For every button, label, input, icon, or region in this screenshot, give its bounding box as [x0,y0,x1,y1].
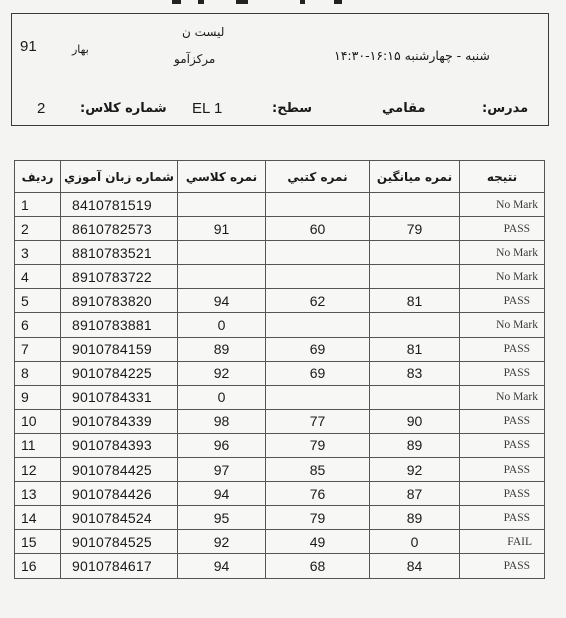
student-id-cell: 9010784525 [61,530,178,554]
table-row [15,554,545,578]
written-grade-cell: 69 [266,361,370,385]
table-row [15,506,545,530]
row-number-cell: 15 [15,530,61,554]
row-number-cell: 1 [15,193,61,217]
result-cell: No Mark [460,241,545,265]
student-id-cell: 9010784524 [61,506,178,530]
result-cell: No Mark [460,265,545,289]
class-grade-cell: 95 [178,506,266,530]
student-id-cell: 8410781519 [61,193,178,217]
average-grade-cell: 92 [370,458,460,482]
table-body [15,193,545,579]
row-number-cell: 7 [15,337,61,361]
col-header-written-grade: نمره كتبي [266,161,370,193]
class-grade-cell [178,193,266,217]
result-cell: PASS [460,217,545,241]
written-grade-cell [266,265,370,289]
teacher-label: مدرس: [482,101,529,116]
student-id-cell: 8910783820 [61,289,178,313]
average-grade-cell [370,313,460,337]
row-number-cell: 13 [15,482,61,506]
class-grade-cell: 97 [178,458,266,482]
level-label: سطح: [272,101,313,116]
row-number-cell: 8 [15,361,61,385]
result-cell: PASS [460,458,545,482]
center-name: مركزآمو [174,52,216,66]
written-grade-cell [266,385,370,409]
row-number-cell: 5 [15,289,61,313]
table-row [15,289,545,313]
table-row [15,265,545,289]
class-grade-cell [178,241,266,265]
col-header-student-id: شماره زبان آموزي [61,161,178,193]
table-row [15,385,545,409]
table-row [15,337,545,361]
student-id-cell: 8610782573 [61,217,178,241]
student-id-cell: 9010784331 [61,385,178,409]
average-grade-cell: 81 [370,337,460,361]
class-grade-cell: 92 [178,530,266,554]
table-row [15,241,545,265]
row-number-cell: 14 [15,506,61,530]
col-header-class-grade: نمره كلاسي [178,161,266,193]
average-grade-cell: 81 [370,289,460,313]
student-id-cell: 9010784393 [61,433,178,457]
table-row [15,530,545,554]
class-grade-cell: 0 [178,313,266,337]
row-number-cell: 12 [15,458,61,482]
average-grade-cell: 89 [370,433,460,457]
average-grade-cell: 79 [370,217,460,241]
result-cell: No Mark [460,313,545,337]
student-id-cell: 9010784339 [61,409,178,433]
average-grade-cell: 83 [370,361,460,385]
written-grade-cell: 77 [266,409,370,433]
student-id-cell: 9010784426 [61,482,178,506]
written-grade-cell: 68 [266,554,370,578]
row-number-cell: 10 [15,409,61,433]
table-row [15,409,545,433]
col-header-row-number: رديف [15,161,61,193]
average-grade-cell [370,265,460,289]
student-id-cell: 8810783521 [61,241,178,265]
student-id-cell: 9010784425 [61,458,178,482]
class-grade-cell: 0 [178,385,266,409]
result-cell: No Mark [460,193,545,217]
average-grade-cell: 84 [370,554,460,578]
average-grade-cell: 87 [370,482,460,506]
written-grade-cell [266,241,370,265]
class-grade-cell: 94 [178,482,266,506]
class-code: EL 1 [192,100,223,117]
average-grade-cell [370,385,460,409]
written-grade-cell [266,193,370,217]
student-id-cell: 9010784159 [61,337,178,361]
written-grade-cell [266,313,370,337]
result-cell: PASS [460,361,545,385]
row-number-cell: 4 [15,265,61,289]
grades-table [14,160,545,579]
written-grade-cell: 79 [266,506,370,530]
class-schedule: شنبه - چهارشنبه ۱۶:۱۵-۱۴:۳۰ [334,48,490,63]
written-grade-cell: 62 [266,289,370,313]
average-grade-cell: 89 [370,506,460,530]
term-label: بهار [72,43,89,56]
row-number-cell: 16 [15,554,61,578]
class-grade-cell: 89 [178,337,266,361]
row-number-cell: 3 [15,241,61,265]
written-grade-cell: 79 [266,433,370,457]
class-grade-cell: 91 [178,217,266,241]
class-grade-cell [178,265,266,289]
term-value: 91 [20,38,37,55]
result-cell: PASS [460,482,545,506]
average-grade-cell [370,241,460,265]
row-number-cell: 11 [15,433,61,457]
table-row [15,482,545,506]
student-id-cell: 9010784617 [61,554,178,578]
student-id-cell: 9010784225 [61,361,178,385]
result-cell: PASS [460,433,545,457]
class-grade-cell: 92 [178,361,266,385]
class-number-label: شماره كلاس: [80,101,167,116]
table-row [15,433,545,457]
class-grade-cell: 96 [178,433,266,457]
class-number-value: 2 [37,100,46,117]
table-header-row [15,161,545,193]
list-title: ليست ن [182,25,225,39]
student-id-cell: 8910783722 [61,265,178,289]
top-edge-marks [0,0,566,6]
table-row [15,217,545,241]
row-number-cell: 6 [15,313,61,337]
class-info-header [11,13,549,126]
student-id-cell: 8910783881 [61,313,178,337]
class-grade-cell: 94 [178,554,266,578]
class-grade-cell: 98 [178,409,266,433]
written-grade-cell: 69 [266,337,370,361]
written-grade-cell: 85 [266,458,370,482]
level-value: مقامي [382,101,426,116]
col-header-average: نمره ميانگين [370,161,460,193]
result-cell: No Mark [460,385,545,409]
result-cell: PASS [460,554,545,578]
result-cell: PASS [460,289,545,313]
table-row [15,313,545,337]
result-cell: PASS [460,506,545,530]
row-number-cell: 2 [15,217,61,241]
average-grade-cell: 90 [370,409,460,433]
class-grade-cell: 94 [178,289,266,313]
result-cell: PASS [460,409,545,433]
table-row [15,193,545,217]
result-cell: PASS [460,337,545,361]
col-header-result: نتيجه [460,161,545,193]
written-grade-cell: 76 [266,482,370,506]
average-grade-cell: 0 [370,530,460,554]
table-row [15,458,545,482]
row-number-cell: 9 [15,385,61,409]
written-grade-cell: 49 [266,530,370,554]
table-row [15,361,545,385]
result-cell: FAIL [460,530,545,554]
written-grade-cell: 60 [266,217,370,241]
average-grade-cell [370,193,460,217]
